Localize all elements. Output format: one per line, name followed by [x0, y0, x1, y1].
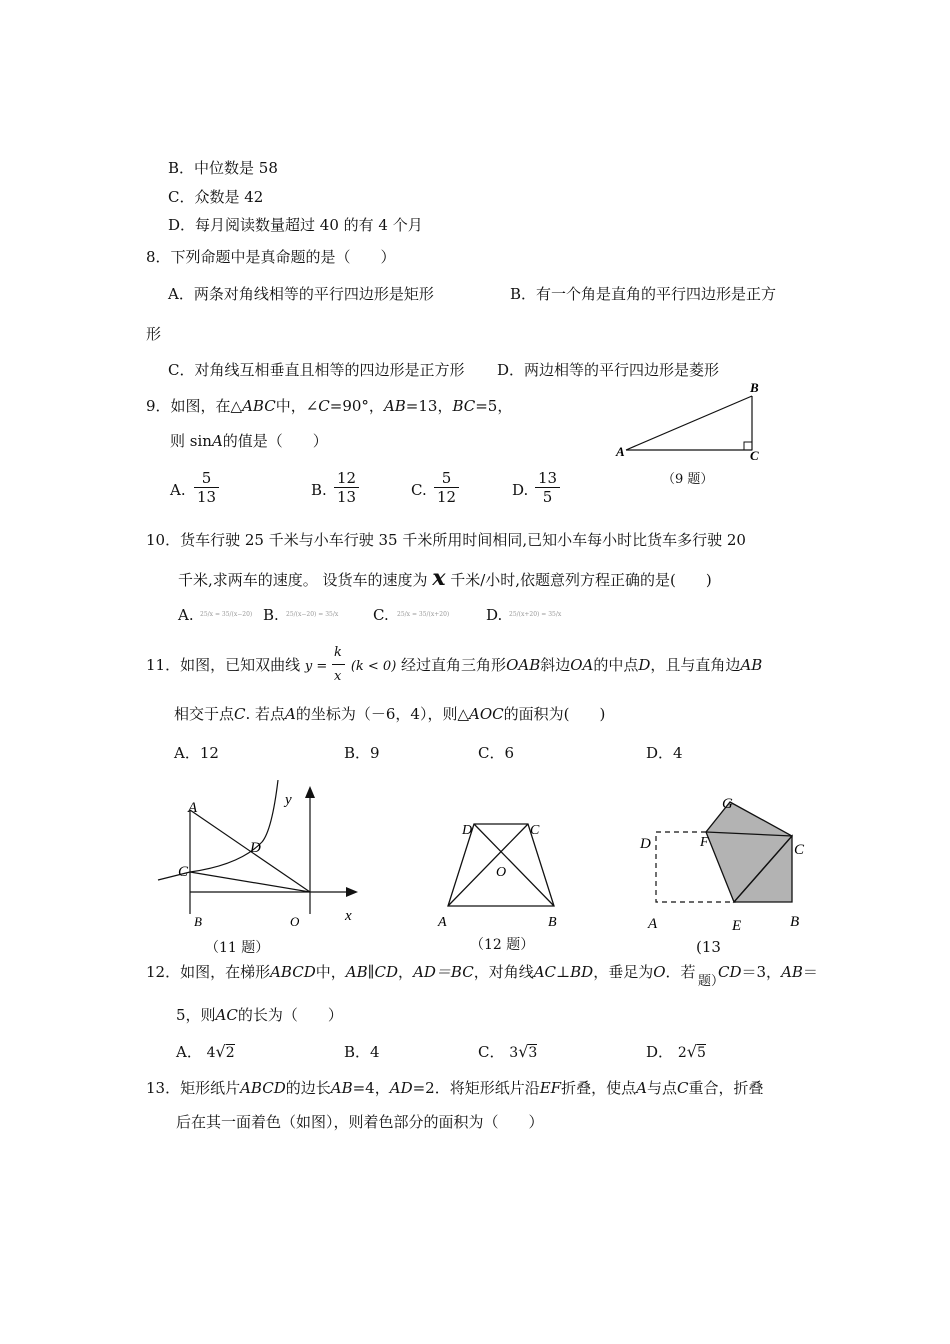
- q9-option-b-label: B.: [311, 481, 327, 499]
- q13-line1: 13．矩形纸片ABCD的边长AB=4，AD=2．将矩形纸片沿EF折叠，使点A与点C重合，折叠: [146, 1079, 764, 1097]
- q7-option-d: D．每月阅读数量超过 40 的有 4 个月: [168, 216, 423, 234]
- q12-option-c: C． 3√3: [478, 1042, 538, 1061]
- q13-caption-part1: (13: [696, 938, 721, 956]
- q8-option-d: D．两边相等的平行四边形是菱形: [497, 361, 720, 379]
- q12-label-d: D: [462, 823, 473, 838]
- q10-option-c-equation: 25/x = 35/(x+20): [397, 611, 450, 618]
- q9-option-c-fraction: $\frac{5}{12}$: [434, 469, 459, 506]
- q11-line2: 相交于点C. 若点A的坐标为（－6，4），则△AOC的面积为( ): [174, 705, 606, 723]
- q10-option-d-equation: 25/(x+20) = 35/x: [509, 611, 562, 618]
- q12-label-o: O: [496, 865, 507, 880]
- q10-option-a-label: A.: [178, 606, 194, 624]
- q10-line1: 10．货车行驶 25 千米与小车行驶 35 千米所用时间相同,已知小车每小时比货车多行驶 20: [146, 531, 746, 549]
- q11-option-c: C．6: [478, 744, 515, 762]
- q7-option-c: C．众数是 42: [168, 188, 264, 206]
- q9-option-d-fraction: $\frac{13}{5}$: [535, 469, 560, 506]
- q12-label-b: B: [548, 915, 557, 930]
- q10-option-b-equation: 25/(x−20) = 35/x: [286, 611, 339, 618]
- q13-label-a: A: [648, 916, 658, 932]
- q13-label-c: C: [794, 842, 805, 858]
- q11-label-b: B: [194, 914, 202, 929]
- q10-option-a-equation: 25/x = 35/(x−20): [200, 611, 253, 618]
- q12-label-c: C: [530, 823, 540, 838]
- q11-fraction-k-x: $\frac{k}{x}$: [332, 655, 346, 675]
- q11-option-b: B．9: [344, 744, 380, 762]
- q8-stem: 8．下列命题中是真命题的是（ ）: [146, 248, 396, 266]
- q11-label-c: C: [178, 864, 189, 880]
- q8-option-b: B．有一个角是直角的平行四边形是正方: [510, 285, 777, 303]
- q9-option-a-label: A.: [170, 481, 186, 499]
- q11-label-y: y: [285, 792, 292, 808]
- q12-option-a: A． 4√2: [176, 1042, 235, 1061]
- q11-label-a: A: [188, 800, 198, 816]
- q11-caption: （11 题）: [205, 940, 270, 956]
- q9-stem: 9．如图，在△ABC中，∠C=90°，AB=13，BC=5，: [146, 397, 513, 415]
- q9-option-a-fraction: $\frac{5}{13}$: [194, 469, 219, 506]
- q12-option-d-value: 2√5: [677, 1042, 706, 1061]
- q7-option-b: B．中位数是 58: [168, 159, 278, 177]
- q10-option-b-label: B.: [263, 606, 279, 624]
- q10-option-d-label: D.: [486, 606, 503, 624]
- q8-option-b-wrap: 形: [146, 325, 162, 343]
- q8-option-c: C．对角线互相垂直且相等的四边形是正方形: [168, 361, 465, 379]
- q11-label-x: x: [345, 908, 352, 924]
- q13-line2: 后在其一面着色（如图），则着色部分的面积为（ ）: [176, 1113, 544, 1131]
- q11-hyperbola-figure: [150, 780, 380, 930]
- q9-option-b-fraction: $\frac{12}{13}$: [334, 469, 359, 506]
- q8-option-a: A．两条对角线相等的平行四边形是矩形: [168, 285, 434, 303]
- q11-label-o: O: [290, 914, 300, 929]
- q12-line2: 5，则AC的长为（ ）: [176, 1006, 343, 1024]
- q10-option-c-label: C.: [373, 606, 389, 624]
- q11-option-d: D．4: [646, 744, 683, 762]
- q9-label-c: C: [750, 448, 759, 463]
- q12-caption: （12 题）: [470, 937, 535, 953]
- q9-label-b: B: [750, 380, 759, 395]
- q13-label-e: E: [732, 918, 742, 934]
- q9-caption: （9 题）: [662, 472, 714, 487]
- q13-label-d: D: [640, 836, 651, 852]
- q12-option-c-value: 3√3: [509, 1042, 538, 1061]
- q13-caption-part2: 题）: [698, 974, 725, 989]
- q12-option-b: B．4: [344, 1043, 380, 1061]
- q12-option-a-value: 4√2: [206, 1042, 235, 1061]
- q12-label-a: A: [438, 915, 447, 930]
- q9-triangle-figure: [612, 378, 772, 463]
- q12-line1: 12．如图，在梯形ABCD中，AB∥CD，AD＝BC，对角线AC⊥BD，垂足为O．若: [146, 963, 696, 981]
- q9-option-d-label: D.: [512, 481, 529, 499]
- q9-option-c-label: C.: [411, 481, 427, 499]
- q10-line2: 千米,求两车的速度。 设货车的速度为 x 千米/小时,依题意列方程正确的是( ): [178, 565, 712, 591]
- q12-option-d: D． 2√5: [646, 1042, 706, 1061]
- q11-option-a: A．12: [174, 744, 219, 762]
- q12-trapezoid-figure: [430, 812, 570, 932]
- q13-folded-rectangle-figure: [630, 790, 820, 940]
- q11-label-d: D: [250, 840, 261, 856]
- q12-line1-tail: CD＝3，AB＝: [718, 963, 818, 981]
- q13-label-f: F: [700, 835, 709, 850]
- q13-label-g: G: [722, 796, 733, 812]
- q13-label-b: B: [790, 914, 800, 930]
- q11-line1: 11．如图，已知双曲线 y = $\frac{k}{x}$ (k < 0) 经过直角三角形OAB斜边OA的中点D，且与直角边AB: [146, 645, 763, 684]
- q9-label-a: A: [616, 444, 625, 459]
- q9-ask: 则 sinA的值是（ ）: [170, 432, 328, 450]
